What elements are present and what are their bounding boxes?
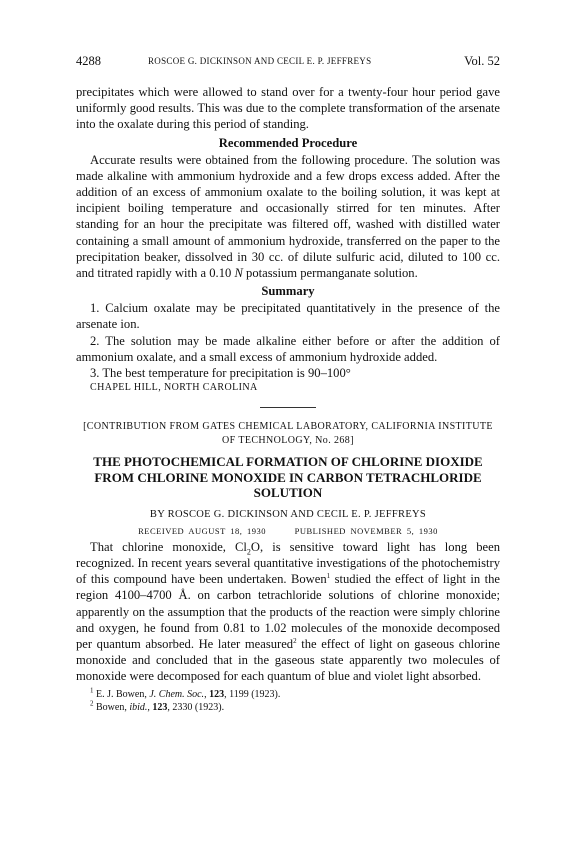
footnote-2-pages: , 2330 (1923). — [167, 701, 225, 713]
footnote-2-ibid: ibid. — [129, 701, 148, 713]
body-text-4: the effect of light on gaseous chlorine monoxide and concluded that in the gaseous state apparently two molecules of monoxide were decomposed for each quantum of blue and violet light absorbed. — [76, 636, 500, 684]
title-line-1: THE PHOTOCHEMICAL FORMATION OF CHLORINE DIOXIDE — [93, 454, 483, 470]
normal-symbol: N — [234, 266, 243, 281]
summary-item-3: 3. The best temperature for precipitation is 90–100° — [90, 366, 351, 381]
main-column — [76, 84, 500, 714]
footnote-1-pages: , 1199 (1923). — [224, 688, 281, 700]
summary-heading: Summary — [261, 284, 315, 299]
footnote-2-author: Bowen, — [93, 701, 130, 713]
recommended-paragraph — [76, 152, 500, 282]
footnote-1-author: E. J. Bowen, — [93, 688, 150, 700]
running-title: ROSCOE G. DICKINSON AND CECIL E. P. JEFFREYS — [148, 56, 372, 66]
footnote-2-separator: , — [147, 701, 153, 713]
page-header — [76, 54, 500, 72]
footnote-ref-2[interactable]: 2 — [293, 636, 297, 645]
footnote-2 — [90, 701, 500, 714]
formula-o: O — [250, 539, 261, 554]
contribution-line: [CONTRIBUTION FROM GATES CHEMICAL LABORATORY, CALIFORNIA INSTITUTE OF TECHNOLOGY, No. 268] — [83, 421, 493, 447]
formula — [235, 539, 261, 557]
intro-paragraph: precipitates which were allowed to stand over for a twenty-four hour period gave uniformly good results. This was due to the complete transformation of the arsenate into the oxalate during this period of standing. — [76, 85, 500, 132]
byline: BY ROSCOE G. DICKINSON AND CECIL E. P. JEFFREYS — [149, 508, 427, 520]
title-line-3: SOLUTION — [253, 485, 323, 501]
footnote-ref-1[interactable]: 1 — [326, 571, 331, 580]
recommended-heading: Recommended Procedure — [218, 135, 358, 150]
footnote-2-volume: 123 — [152, 701, 168, 713]
received-date: RECEIVED AUGUST 18, 1930 — [138, 525, 267, 536]
body-text-2: , is sensitive toward light has long been recognized. In recent years several quantitative investigations of the photochemistry of this compound have been undertaken. Bowen — [76, 539, 501, 587]
place-line: CHAPEL HILL, NORTH CAROLINA — [90, 382, 258, 394]
footnote-2-mark: 2 — [90, 699, 94, 708]
footnote-1-mark: 1 — [90, 686, 94, 695]
page-number: 4288 — [76, 54, 101, 68]
body-text-3: studied the effect of light in the region 4100–4700 Å. on carbon tetrachloride solutions of chlorine monoxide; apparently on the assumption that the products of the reaction were simply chlorine and oxygen, he found from 0.81 to 1.02 molecules of the monoxide decomposed per quantum absorbed. He later measured — [76, 572, 500, 651]
title-line-2: FROM CHLORINE MONOXIDE IN CARBON TETRACHLORIDE — [94, 469, 482, 485]
footnote-1-separator: , — [204, 688, 210, 700]
formula-subscript: 2 — [246, 547, 251, 557]
formula-cl: Cl — [235, 539, 247, 554]
recommended-text: Accurate results were obtained from the following procedure. The solution was made alkaline with ammonium hydroxide and a few drops excess added. After the addition of an excess of ammonium oxalate to the boiling solution, it was kept at incipient boiling temperature and occasionally stirred for ten minutes. After standing for an hour the precipitate was filtered off, washed with distilled water containing a small amount of ammonium hydroxide, transferred on the paper to the precipitation beaker, dissolved in 30 cc. of dilute sulfuric acid, diluted to 100 cc. and titrated rapidly with a 0.10 — [76, 152, 500, 281]
article-body — [76, 539, 500, 685]
footnote-1-volume: 123 — [209, 688, 225, 700]
footnote-1-journal: J. Chem. Soc. — [149, 688, 205, 700]
section-divider — [260, 407, 316, 408]
footnote-1 — [90, 688, 500, 701]
volume-label: Vol. 52 — [464, 54, 500, 68]
recommended-text-end: potassium permanganate solution. — [246, 266, 418, 281]
dates-line — [76, 526, 500, 536]
article-title — [76, 454, 500, 501]
summary-item-1: 1. Calcium oxalate may be precipitated quantitatively in the presence of the arsenate ion. — [76, 301, 500, 332]
summary-item-2: 2. The solution may be made alkaline either before or after the addition of ammonium oxalate, and a small excess of ammonium hydroxide added. — [76, 333, 500, 364]
body-text-1: That chlorine monoxide, — [90, 539, 236, 554]
published-date: PUBLISHED NOVEMBER 5, 1930 — [294, 525, 438, 536]
